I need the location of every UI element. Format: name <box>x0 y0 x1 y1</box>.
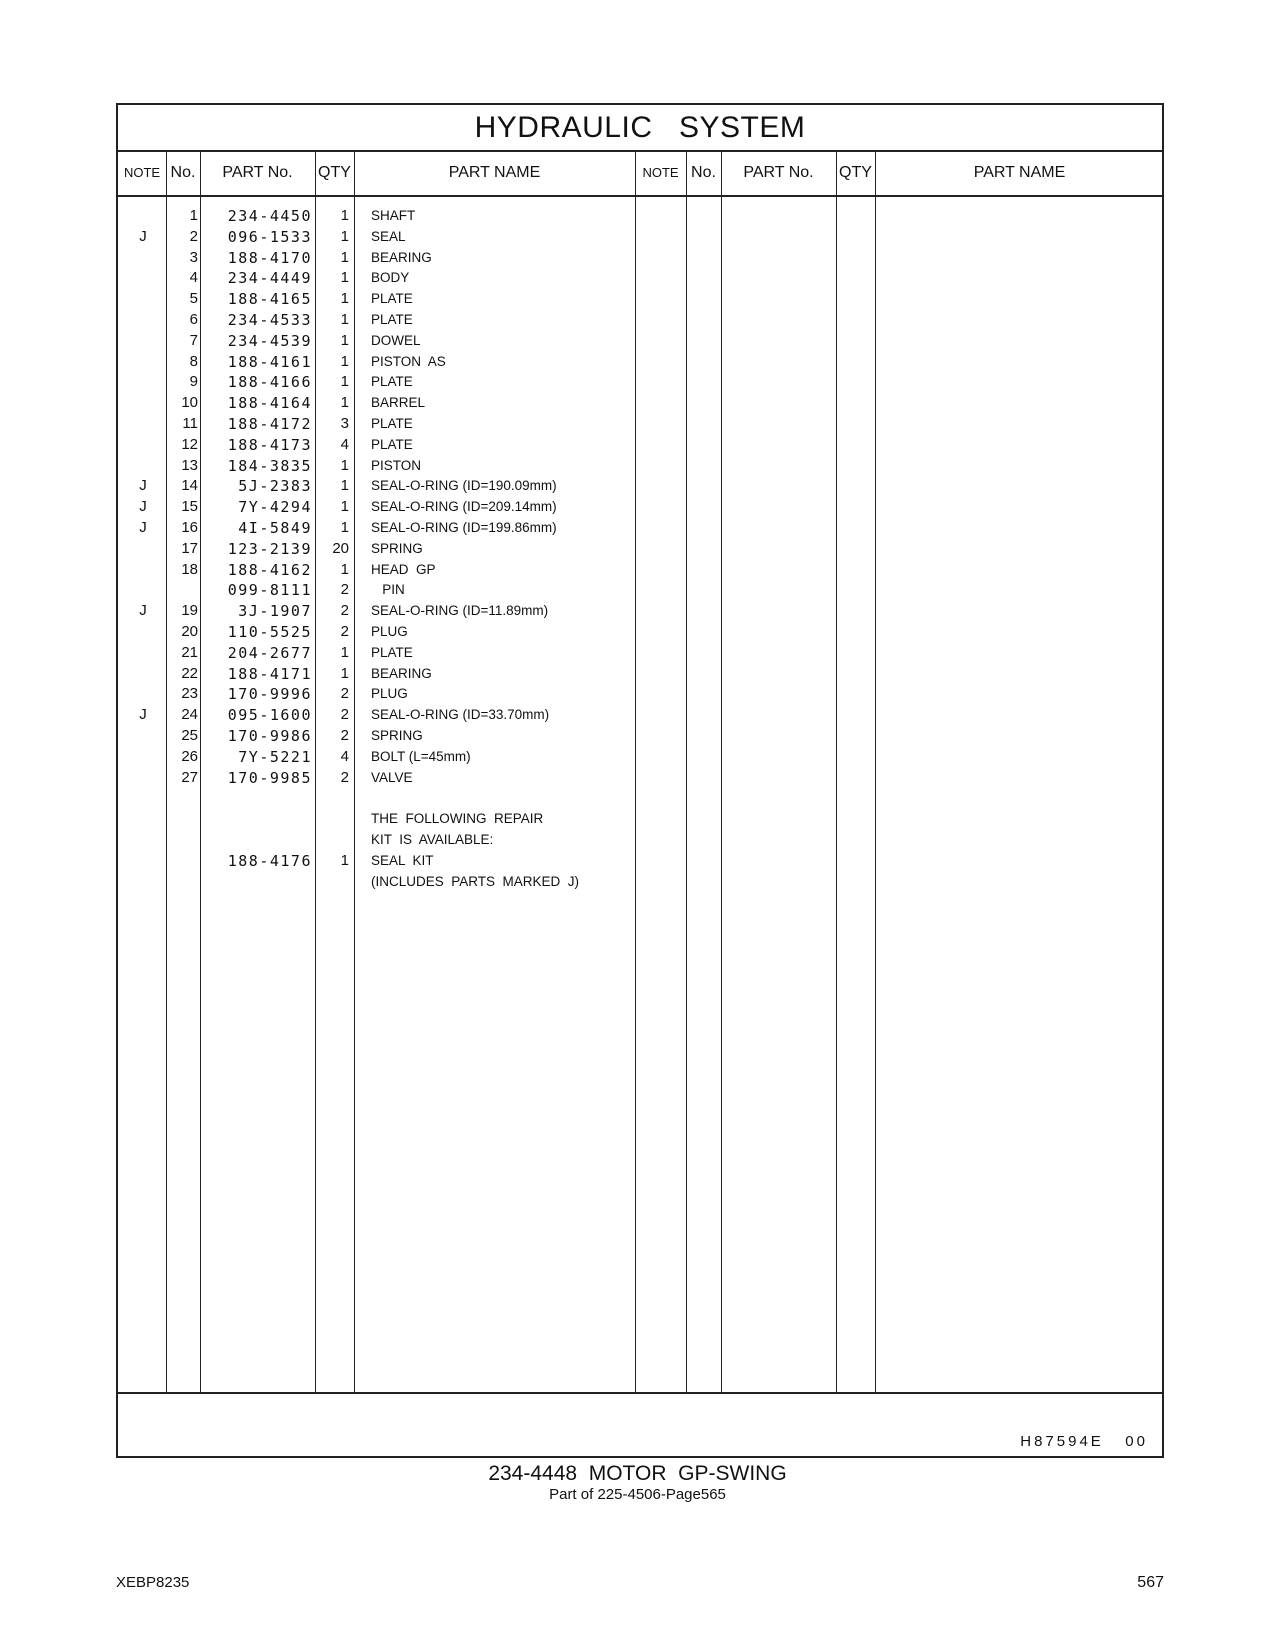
row-part-name: PISTON AS <box>371 353 446 369</box>
row-number: 11 <box>182 415 198 432</box>
row-part-name: SEAL-O-RING (ID=190.09mm) <box>371 478 557 494</box>
row-number: 8 <box>189 352 198 370</box>
row-part-name: VALVE <box>371 769 413 785</box>
row-quantity: 1 <box>340 207 349 224</box>
row-quantity: 2 <box>340 706 349 724</box>
table-row <box>118 247 818 269</box>
row-number: 25 <box>181 727 198 744</box>
row-number: 1 <box>189 207 198 224</box>
parts-list-frame <box>116 103 1164 1458</box>
row-number: 27 <box>181 768 198 786</box>
row-part-number: 234-4450 <box>227 207 312 225</box>
document-id: XEBP8235 <box>116 1574 190 1591</box>
row-part-name: PLATE <box>371 644 413 660</box>
row-part-number: 188-4170 <box>227 248 312 267</box>
row-part-number: 095-1600 <box>227 706 312 725</box>
table-row <box>118 704 818 726</box>
row-part-name: PIN <box>371 582 405 598</box>
row-quantity: 1 <box>340 394 349 412</box>
row-part-name: BEARING <box>371 665 432 681</box>
header-note-right: NOTE <box>642 165 679 180</box>
table-row <box>118 371 818 393</box>
table-row <box>118 538 818 560</box>
table-row <box>118 517 818 539</box>
column-divider <box>836 150 837 1393</box>
row-part-name: BODY <box>371 270 410 286</box>
table-row <box>118 434 818 456</box>
row-part-name: BARREL <box>371 395 426 411</box>
row-note: J <box>139 706 147 724</box>
illustration-code: H87594E 00 <box>1020 1433 1148 1450</box>
row-quantity: 1 <box>340 560 349 578</box>
row-part-number: 188-4165 <box>227 290 312 309</box>
row-part-number: 188-4162 <box>227 560 312 579</box>
row-part-name: SEAL-O-RING (ID=11.89mm) <box>371 603 549 619</box>
row-part-name: PLATE <box>371 374 413 390</box>
row-part-name: BEARING <box>371 249 432 265</box>
row-part-number: 4I-5849 <box>238 519 312 537</box>
row-part-number: 170-9985 <box>227 768 312 787</box>
header-note-left: NOTE <box>123 165 161 180</box>
row-number: 5 <box>189 290 198 308</box>
row-part-name: THE FOLLOWING REPAIR <box>371 811 544 827</box>
row-part-name: SEAL KIT <box>371 852 434 868</box>
row-quantity: 1 <box>340 331 349 349</box>
row-quantity: 1 <box>340 519 349 536</box>
row-quantity: 2 <box>340 727 349 744</box>
row-part-name: SPRING <box>371 540 423 556</box>
row-number: 17 <box>181 539 198 557</box>
row-part-number: 170-9996 <box>227 685 312 704</box>
row-part-number: 123-2139 <box>227 539 312 558</box>
table-row <box>118 579 818 601</box>
table-row <box>118 267 818 289</box>
table-row <box>118 226 818 248</box>
table-row <box>118 496 818 518</box>
row-part-name: SPRING <box>371 728 423 743</box>
row-number: 12 <box>181 435 198 453</box>
header-part-no-right: PART No. <box>743 164 814 181</box>
header-qty-right: QTY <box>839 164 872 181</box>
row-quantity: 2 <box>340 581 349 599</box>
table-row <box>118 351 818 373</box>
table-row <box>118 787 818 809</box>
row-part-number: 5J-2383 <box>238 477 312 496</box>
row-note: J <box>139 498 147 516</box>
row-number: 21 <box>181 643 198 661</box>
table-row <box>118 683 818 705</box>
row-part-name: SEAL-O-RING (ID=199.86mm) <box>371 520 557 535</box>
row-quantity: 4 <box>340 435 349 453</box>
table-row <box>118 288 818 310</box>
column-divider <box>875 150 876 1393</box>
row-part-name: HEAD GP <box>371 561 436 577</box>
assembly-subtitle: Part of 225-4506-Page565 <box>549 1486 726 1503</box>
row-part-name: SEAL-O-RING (ID=33.70mm) <box>371 707 550 723</box>
row-number: 2 <box>189 227 198 245</box>
table-row <box>118 871 818 893</box>
row-part-number: 7Y-4294 <box>238 498 312 517</box>
row-quantity: 2 <box>340 602 349 620</box>
row-quantity: 3 <box>340 415 349 432</box>
row-quantity: 1 <box>340 269 349 287</box>
row-part-number: 096-1533 <box>227 227 312 246</box>
table-row <box>118 642 818 664</box>
row-part-number: 188-4161 <box>227 352 312 371</box>
table-row <box>118 455 818 477</box>
row-number: 13 <box>181 456 198 474</box>
row-part-name: PLUG <box>371 686 408 702</box>
row-number: 22 <box>181 664 198 682</box>
header-no-right: No. <box>691 164 716 181</box>
row-part-number: 7Y-5221 <box>238 747 312 766</box>
row-part-name: SHAFT <box>371 208 416 223</box>
row-part-number: 234-4539 <box>227 331 312 350</box>
row-number: 15 <box>181 498 198 516</box>
section-title: HYDRAULIC SYSTEM <box>118 105 1162 152</box>
row-part-name: BOLT (L=45mm) <box>371 748 471 764</box>
row-quantity: 1 <box>340 227 349 245</box>
row-part-number: 188-4166 <box>227 373 312 392</box>
table-row <box>118 475 818 497</box>
row-note: J <box>139 602 147 620</box>
row-part-name: PLUG <box>371 624 408 639</box>
header-part-name-left: PART NAME <box>448 164 541 181</box>
table-row <box>118 392 818 414</box>
row-quantity: 20 <box>332 539 349 557</box>
row-part-number: 188-4164 <box>227 394 312 413</box>
row-part-name: DOWEL <box>371 332 421 348</box>
row-number: 19 <box>181 602 198 620</box>
row-quantity: 1 <box>340 373 349 391</box>
row-number: 24 <box>181 706 198 724</box>
row-number: 14 <box>181 477 198 495</box>
table-row <box>118 330 818 352</box>
row-part-number: 3J-1907 <box>238 602 312 621</box>
header-part-name-right: PART NAME <box>973 164 1066 181</box>
row-part-number: 110-5525 <box>227 623 312 641</box>
row-quantity: 1 <box>340 498 349 516</box>
row-number: 16 <box>181 519 198 536</box>
row-quantity: 4 <box>340 747 349 765</box>
table-row <box>118 725 818 747</box>
table-row <box>118 850 818 872</box>
table-row <box>118 600 818 622</box>
row-quantity: 1 <box>340 664 349 682</box>
footer-divider <box>118 1392 1162 1394</box>
row-part-number: 188-4176 <box>227 851 312 870</box>
header-no-left: No. <box>170 164 196 181</box>
row-part-number: 234-4533 <box>227 311 312 329</box>
row-number: 20 <box>181 623 198 640</box>
row-quantity: 2 <box>340 623 349 640</box>
row-number: 23 <box>181 685 198 703</box>
row-part-number: 184-3835 <box>227 456 312 475</box>
row-quantity: 1 <box>340 248 349 266</box>
row-part-name: PLATE <box>371 312 413 327</box>
table-row <box>118 663 818 685</box>
row-quantity: 2 <box>340 685 349 703</box>
row-note: J <box>139 477 147 495</box>
assembly-title: 234-4448 MOTOR GP-SWING <box>488 1462 787 1485</box>
header-qty-left: QTY <box>318 164 351 181</box>
row-quantity: 1 <box>340 352 349 370</box>
table-row <box>118 746 818 768</box>
row-number: 6 <box>189 311 198 328</box>
row-part-name: SEAL-O-RING (ID=209.14mm) <box>371 499 557 515</box>
row-part-name: PLATE <box>371 436 413 452</box>
row-number: 4 <box>189 269 198 287</box>
header-part-no-left: PART No. <box>222 164 293 181</box>
row-part-name: (INCLUDES PARTS MARKED J) <box>371 873 580 889</box>
table-row <box>118 767 818 789</box>
table-row <box>118 413 818 435</box>
row-part-name: PISTON <box>371 457 422 473</box>
row-number: 3 <box>189 248 198 266</box>
row-part-name: SEAL <box>371 228 406 244</box>
row-part-number: 099-8111 <box>227 581 312 600</box>
row-number: 26 <box>181 747 198 765</box>
table-row <box>118 829 818 851</box>
row-quantity: 1 <box>340 290 349 308</box>
row-note: J <box>139 519 147 536</box>
row-part-number: 188-4173 <box>227 435 312 454</box>
table-row <box>118 559 818 581</box>
row-number: 18 <box>181 560 198 578</box>
row-part-number: 188-4172 <box>227 415 312 433</box>
row-quantity: 2 <box>340 768 349 786</box>
table-row <box>118 621 818 643</box>
row-part-number: 204-2677 <box>227 643 312 662</box>
row-note: J <box>139 227 147 245</box>
row-part-number: 170-9986 <box>227 727 312 745</box>
column-header-row <box>118 150 1162 197</box>
row-quantity: 1 <box>340 311 349 328</box>
row-part-name: PLATE <box>371 291 413 307</box>
row-quantity: 1 <box>340 477 349 495</box>
row-quantity: 1 <box>340 456 349 474</box>
row-part-name: PLATE <box>371 416 413 431</box>
row-number: 10 <box>181 394 198 412</box>
row-quantity: 1 <box>340 851 349 869</box>
table-row <box>118 205 818 227</box>
row-quantity: 1 <box>340 643 349 661</box>
row-number: 7 <box>189 331 198 349</box>
row-part-number: 234-4449 <box>227 269 312 288</box>
table-row <box>118 309 818 331</box>
row-number: 9 <box>189 373 198 391</box>
row-part-number: 188-4171 <box>227 664 312 683</box>
row-part-name: KIT IS AVAILABLE: <box>371 832 494 847</box>
page-number: 567 <box>1137 1574 1164 1591</box>
table-row <box>118 808 818 830</box>
